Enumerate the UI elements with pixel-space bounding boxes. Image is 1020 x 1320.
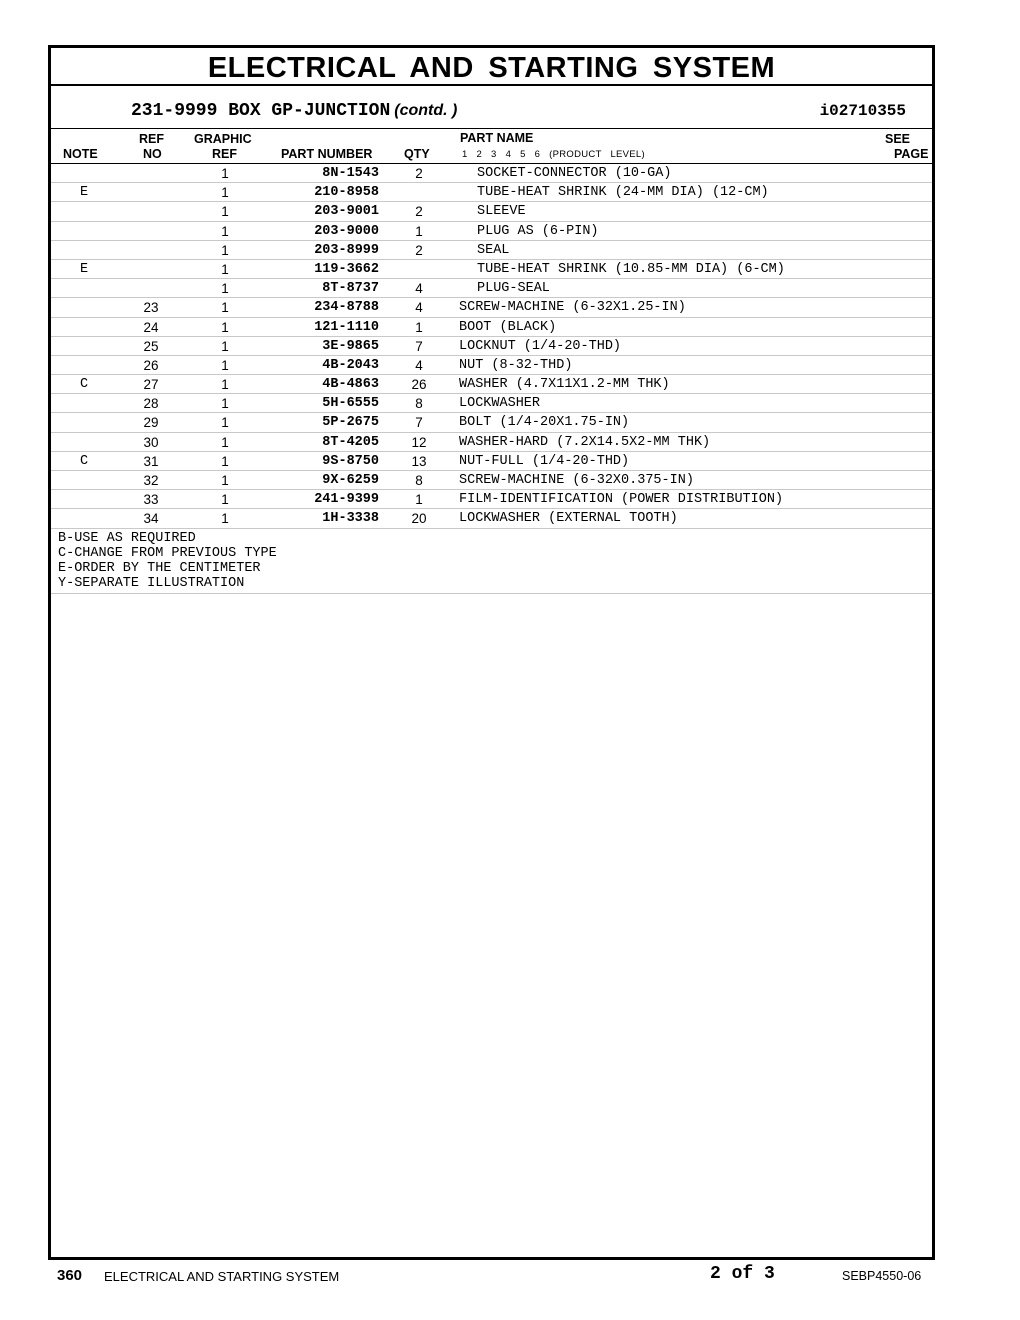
graphic-ref-cell: 1 [221, 281, 229, 297]
qty-cell: 2 [415, 242, 423, 258]
ref-no-cell: 32 [143, 473, 159, 488]
ref-no-cell: 24 [143, 319, 159, 335]
note-cell: C [79, 453, 89, 469]
qty-cell: 1 [415, 492, 423, 508]
illustration-id: i02710355 [819, 102, 906, 120]
ref-no-cell: 27 [143, 377, 159, 393]
page-title: ELECTRICAL AND STARTING SYSTEM [51, 48, 932, 86]
part-name-cell: SCREW-MACHINE (6-32X0.375-IN) [459, 473, 694, 488]
table-row [51, 471, 932, 490]
part-number-cell: 1H-3338 [322, 511, 379, 527]
document-number: SEBP4550-06 [842, 1269, 922, 1283]
part-number-cell: 4B-4863 [322, 377, 379, 393]
graphic-ref-cell: 1 [221, 185, 229, 201]
part-name-cell: TUBE-HEAT SHRINK (10.85-MM DIA) (6-CM) [477, 261, 785, 277]
col-qty: QTY [404, 147, 430, 161]
part-number-cell: 241-9399 [314, 492, 379, 508]
table-row [51, 337, 932, 356]
part-name-cell: LOCKWASHER [459, 396, 541, 412]
part-number-cell: 8N-1543 [322, 166, 379, 181]
notes-legend [51, 529, 932, 594]
part-number-cell: 3E-9865 [322, 338, 379, 354]
sheet-indicator: 2 of 3 [710, 1264, 775, 1284]
ref-no-cell: 25 [143, 338, 159, 354]
graphic-ref-cell: 1 [221, 338, 229, 354]
part-name-cell: SEAL [477, 242, 510, 258]
part-name-cell: WASHER (4.7X11X1.2-MM THK) [459, 377, 670, 393]
note-line: B-USE AS REQUIRED [58, 530, 196, 546]
part-name-cell: SLEEVE [477, 204, 526, 220]
ref-no-cell: 29 [143, 415, 159, 431]
ref-no-cell: 28 [143, 396, 159, 412]
note-cell: E [79, 261, 89, 277]
graphic-ref-cell: 1 [221, 300, 229, 316]
graphic-ref-cell: 1 [221, 357, 229, 373]
table-row [51, 413, 932, 432]
part-name-cell: NUT-FULL (1/4-20-THD) [459, 453, 630, 469]
part-number-cell: 4B-2043 [322, 357, 379, 373]
part-number-cell: 119-3662 [314, 261, 379, 277]
col-ref-bottom: NO [143, 147, 162, 161]
col-graphic-top: GRAPHIC [194, 132, 252, 146]
part-number-cell: 234-8788 [314, 300, 379, 316]
table-row [51, 509, 932, 528]
group-name [131, 101, 457, 121]
qty-cell: 4 [415, 300, 423, 316]
ref-no-cell: 30 [143, 434, 159, 450]
part-number-cell: 5P-2675 [322, 415, 379, 431]
table-row [51, 375, 932, 394]
part-name-cell: LOCKWASHER (EXTERNAL TOOTH) [459, 511, 678, 527]
table-row [51, 490, 932, 509]
parts-page-frame [48, 45, 935, 1260]
qty-cell: 7 [415, 338, 423, 354]
graphic-ref-cell: 1 [221, 434, 229, 450]
qty-cell: 20 [411, 511, 427, 527]
table-row [51, 298, 932, 317]
qty-cell: 8 [415, 473, 423, 488]
qty-cell: 8 [415, 396, 423, 412]
part-name-cell: SCREW-MACHINE (6-32X1.25-IN) [459, 300, 686, 316]
ref-no-cell: 23 [143, 300, 159, 316]
part-name-cell: PLUG-SEAL [477, 281, 550, 297]
col-see-top: SEE [885, 132, 911, 146]
table-row [51, 222, 932, 241]
part-name-cell: WASHER-HARD (7.2X14.5X2-MM THK) [459, 434, 711, 450]
part-number-cell: 121-1110 [314, 319, 379, 335]
table-row [51, 318, 932, 337]
table-row [51, 356, 932, 375]
table-row [51, 241, 932, 260]
ref-no-cell: 34 [143, 511, 159, 527]
part-name-cell: LOCKNUT (1/4-20-THD) [459, 338, 622, 354]
graphic-ref-cell: 1 [221, 473, 229, 488]
table-row [51, 394, 932, 413]
graphic-ref-cell: 1 [221, 242, 229, 258]
graphic-ref-cell: 1 [221, 415, 229, 431]
qty-cell: 2 [415, 166, 423, 181]
graphic-ref-cell: 1 [221, 377, 229, 393]
note-line: Y-SEPARATE ILLUSTRATION [58, 575, 245, 591]
part-name-cell: NUT (8-32-THD) [459, 357, 573, 373]
qty-cell: 12 [411, 434, 427, 450]
table-row [51, 202, 932, 221]
column-headers [51, 129, 932, 164]
graphic-ref-cell: 1 [221, 396, 229, 412]
graphic-ref-cell: 1 [221, 204, 229, 220]
part-number-cell: 203-9000 [314, 223, 379, 239]
part-number-cell: 203-9001 [314, 204, 379, 220]
graphic-ref-cell: 1 [221, 319, 229, 335]
col-note: NOTE [63, 147, 98, 161]
graphic-ref-cell: 1 [221, 261, 229, 277]
table-row [51, 452, 932, 471]
part-number-cell: 9X-6259 [322, 473, 379, 488]
page-footer [0, 1264, 1020, 1288]
part-name-cell: SOCKET-CONNECTOR (10-GA) [477, 166, 672, 181]
col-product-levels: 1 2 3 4 5 6 (PRODUCT LEVEL) [462, 149, 645, 160]
col-part-name: PART NAME [460, 131, 534, 145]
part-number-cell: 203-8999 [314, 242, 379, 258]
qty-cell: 1 [415, 319, 423, 335]
graphic-ref-cell: 1 [221, 511, 229, 527]
qty-cell: 4 [415, 281, 423, 297]
note-cell: C [79, 377, 89, 393]
contd-label: (contd. ) [394, 102, 458, 119]
part-number-cell: 210-8958 [314, 185, 379, 201]
table-row [51, 183, 932, 202]
col-see-bottom: PAGE [894, 147, 929, 161]
group-number-name: 231-9999 BOX GP-JUNCTION [131, 101, 391, 121]
graphic-ref-cell: 1 [221, 492, 229, 508]
parts-list [51, 164, 932, 529]
qty-cell: 26 [411, 377, 427, 393]
col-part-number: PART NUMBER [281, 147, 373, 161]
table-row [51, 279, 932, 298]
part-name-cell: TUBE-HEAT SHRINK (24-MM DIA) (12-CM) [477, 185, 769, 201]
ref-no-cell: 33 [143, 492, 159, 508]
footer-section: ELECTRICAL AND STARTING SYSTEM [104, 1269, 340, 1284]
qty-cell: 13 [411, 453, 427, 469]
ref-no-cell: 26 [143, 357, 159, 373]
qty-cell: 1 [415, 223, 423, 239]
part-number-cell: 5H-6555 [322, 396, 379, 412]
note-cell: E [79, 185, 89, 201]
table-row [51, 260, 932, 279]
part-number-cell: 9S-8750 [322, 453, 379, 469]
note-line: E-ORDER BY THE CENTIMETER [58, 560, 261, 576]
col-graphic-bottom: REF [212, 147, 237, 161]
part-name-cell: FILM-IDENTIFICATION (POWER DISTRIBUTION) [459, 492, 784, 508]
qty-cell: 4 [415, 357, 423, 373]
part-name-cell: BOLT (1/4-20X1.75-IN) [459, 415, 630, 431]
qty-cell: 2 [415, 204, 423, 220]
col-ref-top: REF [139, 132, 164, 146]
part-name-cell: PLUG AS (6-PIN) [477, 223, 599, 239]
note-line: C-CHANGE FROM PREVIOUS TYPE [58, 545, 277, 561]
part-number-cell: 8T-4205 [322, 434, 379, 450]
graphic-ref-cell: 1 [221, 166, 229, 181]
part-number-cell: 8T-8737 [322, 281, 379, 297]
table-row [51, 433, 932, 452]
table-row [51, 164, 932, 183]
graphic-ref-cell: 1 [221, 453, 229, 469]
graphic-ref-cell: 1 [221, 223, 229, 239]
page-number: 360 [57, 1267, 83, 1284]
part-name-cell: BOOT (BLACK) [459, 319, 557, 335]
qty-cell: 7 [415, 415, 423, 431]
ref-no-cell: 31 [143, 453, 159, 469]
group-header [51, 86, 932, 129]
